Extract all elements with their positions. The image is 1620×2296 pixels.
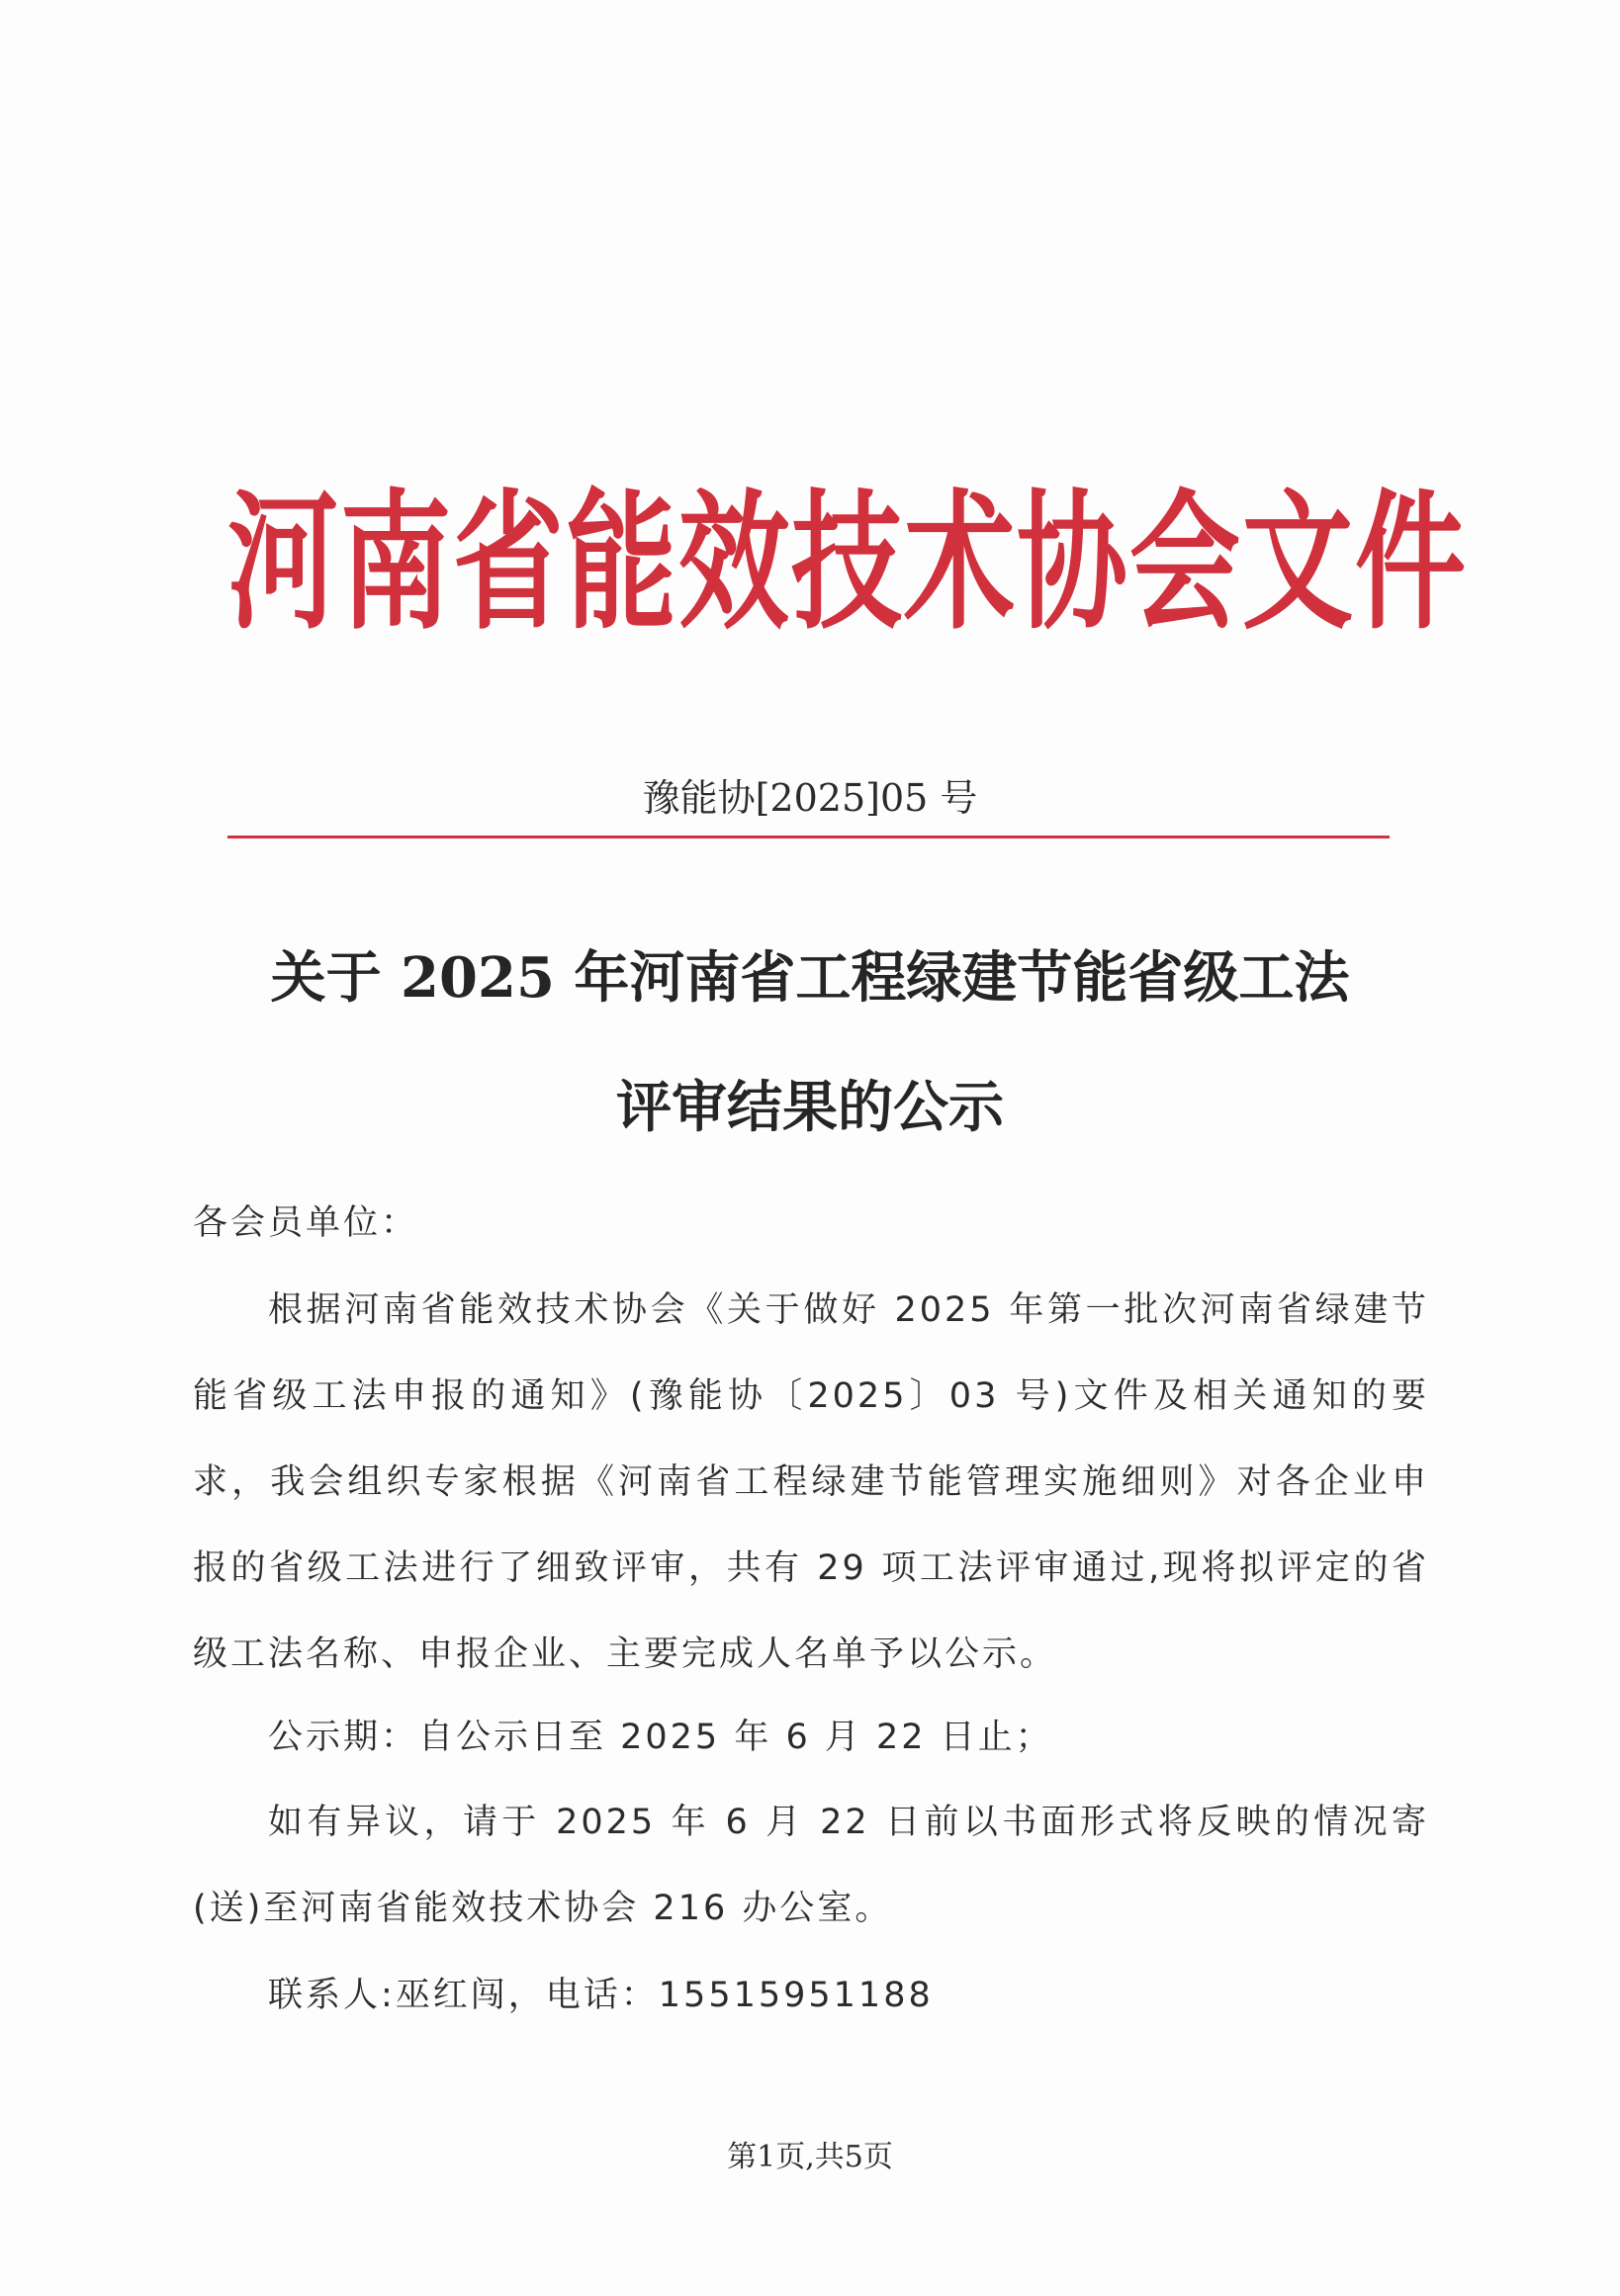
red-divider-line [227,836,1390,839]
objection-paragraph: 如有异议，请于 2025 年 6 月 22 日前以书面形式将反映的情况寄(送)至河南省能效技术协会 216 办公室。 [193,1803,1429,1928]
masthead-title: 河南省能效技术协会文件 [227,475,1468,651]
publicity-period: 公示期：自公示日至 2025 年 6 月 22 日止； [268,1718,1053,1757]
document-number: 豫能协[2025]05 号 [642,776,978,820]
main-paragraph: 根据河南省能效技术协会《关于做好 2025 年第一批次河南省绿建节能省级工法申报的通知》(豫能协〔2025〕03 号)文件及相关通知的要求，我会组织专家根据《河南省工程绿建节能管理实施细则》对各企业申报的省级工法进行了细致评审，共有 29 项工法评审通过,现将拟评定的省级工法名称、申报企业、主要完成人名单予以公示。 [193,1290,1429,1674]
notice-title-line1: 关于 2025 年河南省工程绿建节能省级工法 [270,945,1350,1011]
notice-title-line2: 评审结果的公示 [616,1075,1004,1140]
page-indicator: 第1页,共5页 [727,2140,893,2174]
salutation: 各会员单位： [193,1203,419,1243]
contact-line: 联系人:巫红闯，电话：15515951188 [268,1976,934,2015]
